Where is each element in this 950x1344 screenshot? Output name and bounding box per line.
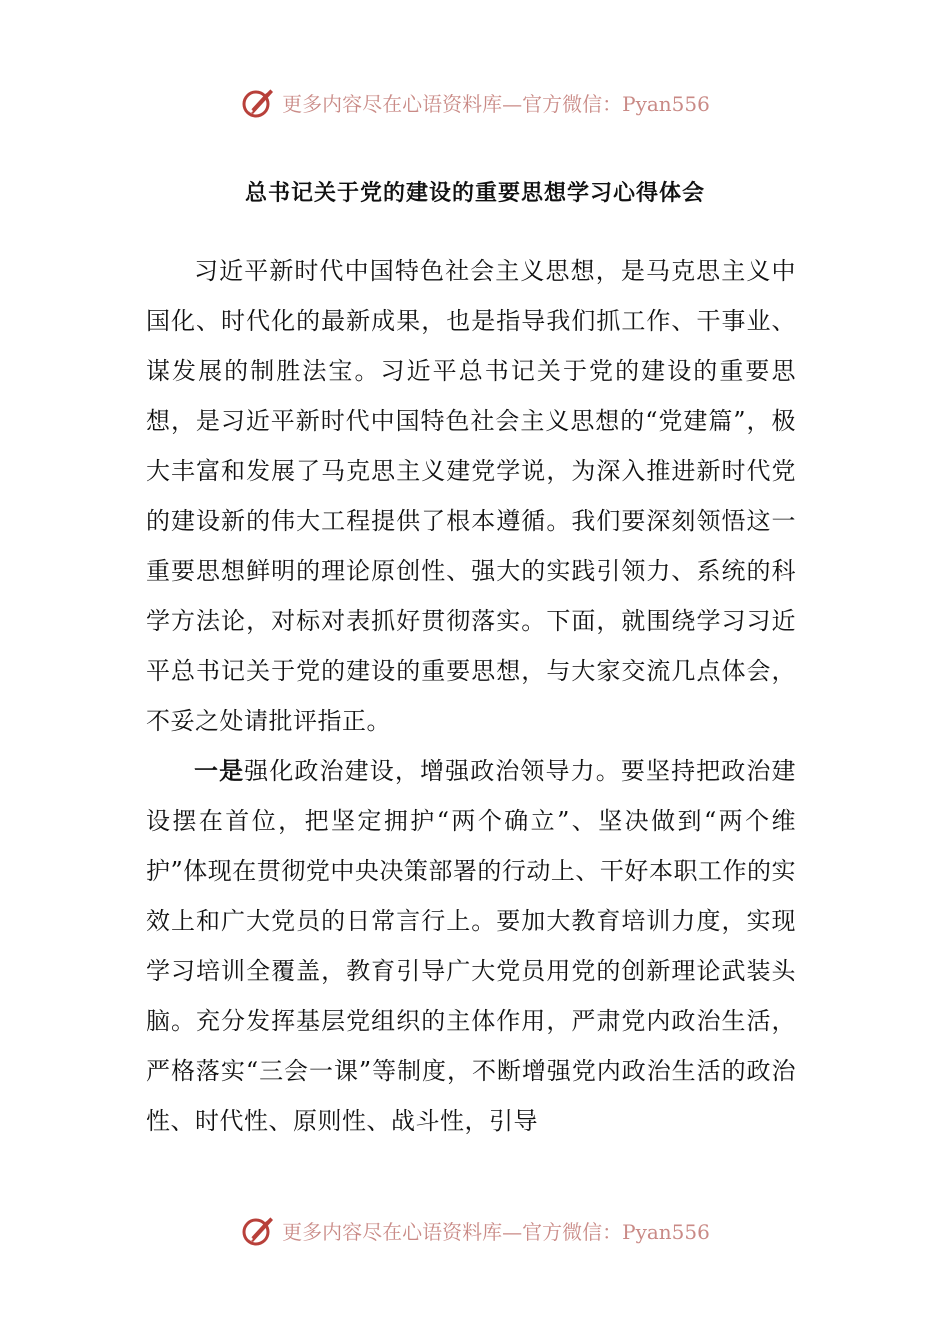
quill-logo-icon: [240, 1212, 276, 1248]
document-body: [146, 246, 796, 1146]
footer-banner-text: 更多内容尽在心语资料库—官方微信：Pyan556: [282, 1219, 710, 1244]
paragraph-point-one: [146, 746, 796, 1146]
paragraph-intro-text: 习近平新时代中国特色社会主义思想，是马克思主义中国化、时代化的最新成果，也是指导我们抓工作、干事业、谋发展的制胜法宝。习近平总书记关于党的建设的重要思想，是习近平新时代中国特色社会主义思想的“党建篇”，极大丰富和发展了马克思主义建党学说，为深入推进新时代党的建设新的伟大工程提供了根本遵循。我们要深刻领悟这一重要思想鲜明的理论原创性、强大的实践引领力、系统的科学方法论，对标对表抓好贯彻落实。下面，就围绕学习习近平总书记关于党的建设的重要思想，与大家交流几点体会，不妥之处请批评指正。: [146, 257, 796, 735]
paragraph-intro: [146, 246, 796, 746]
header-banner: [0, 82, 950, 122]
document-title: 总书记关于党的建设的重要思想学习心得体会: [244, 181, 705, 206]
paragraph-point-one-text: 强化政治建设，增强政治领导力。要坚持把政治建设摆在首位，把坚定拥护“两个确立”、坚决做到“两个维护”体现在贯彻党中央决策部署的行动上、干好本职工作的实效上和广大党员的日常言行上。要加大教育培训力度，实现学习培训全覆盖，教育引导广大党员用党的创新理论武装头脑。充分发挥基层党组织的主体作用，严肃党内政治生活，严格落实“三会一课”等制度，不断增强党内政治生活的政治性、时代性、原则性、战斗性，引导: [146, 757, 796, 1135]
quill-logo-icon: [240, 84, 276, 120]
header-banner-text: 更多内容尽在心语资料库—官方微信：Pyan556: [282, 91, 710, 116]
paragraph-point-one-lead: 一是: [194, 757, 245, 785]
footer-banner: [0, 1210, 950, 1250]
